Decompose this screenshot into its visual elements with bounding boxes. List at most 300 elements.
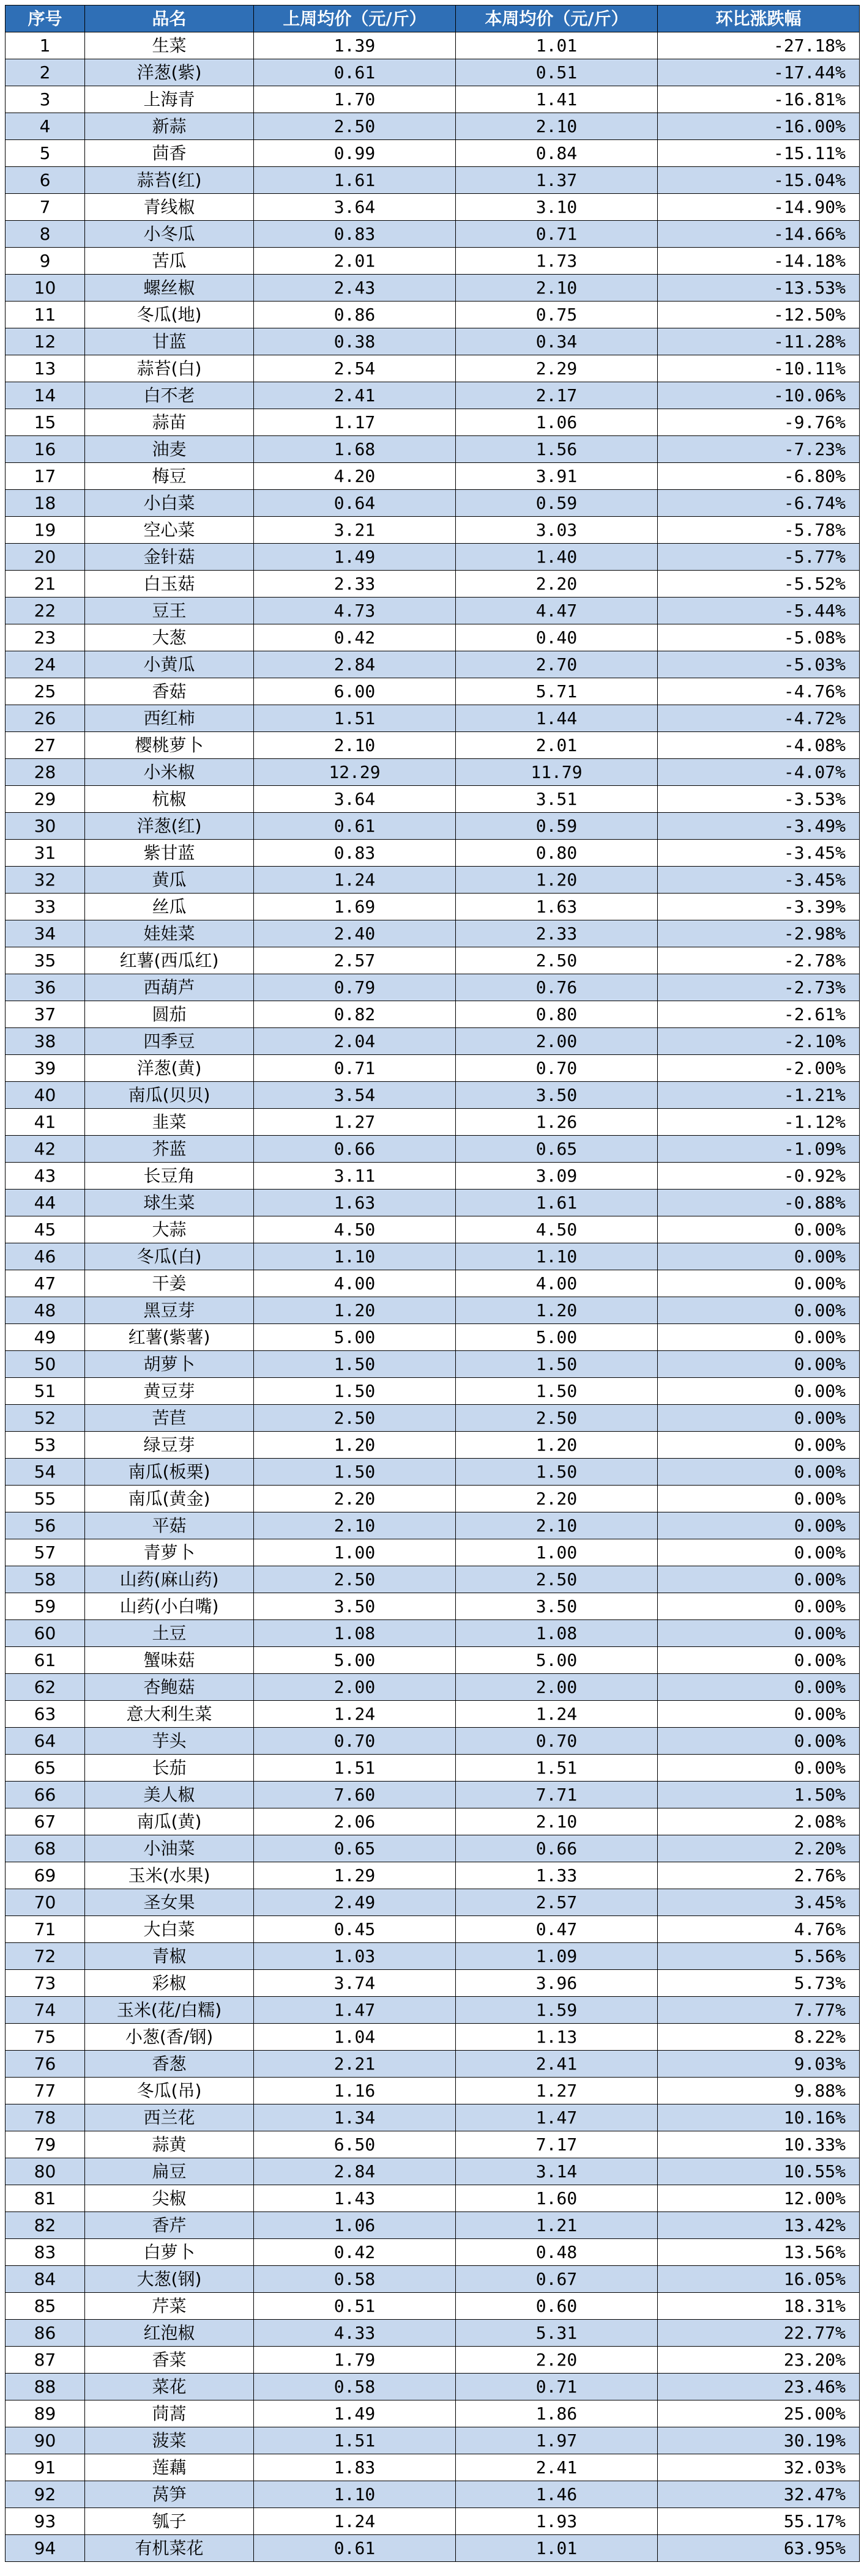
cell-index: 61	[6, 1647, 85, 1674]
table-row	[6, 1055, 860, 1082]
cell-index: 33	[6, 894, 85, 920]
cell-last-week-price: 7.60	[254, 1782, 456, 1808]
cell-name: 梅豆	[85, 463, 254, 490]
cell-last-week-price: 2.33	[254, 571, 456, 598]
cell-this-week-price: 1.08	[456, 1620, 658, 1647]
cell-index: 14	[6, 382, 85, 409]
cell-this-week-price: 0.48	[456, 2239, 658, 2266]
cell-change-rate: -15.04%	[658, 167, 860, 194]
cell-this-week-price: 2.10	[456, 275, 658, 302]
cell-index: 46	[6, 1243, 85, 1270]
cell-name: 芹菜	[85, 2293, 254, 2320]
cell-index: 41	[6, 1109, 85, 1136]
cell-index: 79	[6, 2131, 85, 2158]
table-row	[6, 1701, 860, 1728]
cell-index: 9	[6, 248, 85, 275]
cell-index: 89	[6, 2400, 85, 2427]
cell-this-week-price: 0.84	[456, 140, 658, 167]
cell-change-rate: 5.56%	[658, 1943, 860, 1970]
cell-index: 51	[6, 1378, 85, 1405]
table-row	[6, 1943, 860, 1970]
cell-change-rate: -10.11%	[658, 355, 860, 382]
cell-this-week-price: 3.03	[456, 517, 658, 544]
cell-index: 45	[6, 1216, 85, 1243]
table-row	[6, 409, 860, 436]
cell-change-rate: -16.81%	[658, 86, 860, 113]
cell-change-rate: 32.47%	[658, 2481, 860, 2508]
cell-change-rate: -17.44%	[658, 59, 860, 86]
cell-change-rate: 0.00%	[658, 1378, 860, 1405]
table-row	[6, 705, 860, 732]
table-row	[6, 1378, 860, 1405]
cell-this-week-price: 1.44	[456, 705, 658, 732]
table-row	[6, 463, 860, 490]
cell-name: 球生菜	[85, 1190, 254, 1216]
cell-index: 71	[6, 1916, 85, 1943]
cell-last-week-price: 3.54	[254, 1082, 456, 1109]
cell-this-week-price: 3.14	[456, 2158, 658, 2185]
cell-this-week-price: 5.31	[456, 2320, 658, 2347]
cell-this-week-price: 1.61	[456, 1190, 658, 1216]
table-row	[6, 1566, 860, 1593]
cell-this-week-price: 0.71	[456, 221, 658, 248]
cell-name: 美人椒	[85, 1782, 254, 1808]
table-row	[6, 2158, 860, 2185]
cell-change-rate: 13.56%	[658, 2239, 860, 2266]
cell-this-week-price: 1.59	[456, 1997, 658, 2024]
table-row	[6, 221, 860, 248]
table-row	[6, 2293, 860, 2320]
cell-name: 冬瓜(地)	[85, 302, 254, 328]
table-row	[6, 920, 860, 947]
cell-this-week-price: 1.46	[456, 2481, 658, 2508]
cell-change-rate: -3.49%	[658, 813, 860, 840]
table-row	[6, 1889, 860, 1916]
cell-change-rate: 0.00%	[658, 1755, 860, 1782]
cell-last-week-price: 6.50	[254, 2131, 456, 2158]
cell-last-week-price: 3.74	[254, 1970, 456, 1997]
cell-this-week-price: 1.56	[456, 436, 658, 463]
cell-name: 黄瓜	[85, 867, 254, 894]
cell-last-week-price: 6.00	[254, 678, 456, 705]
header-this-week-price: 本周均价（元/斤）	[456, 6, 658, 32]
cell-last-week-price: 2.43	[254, 275, 456, 302]
cell-name: 金针菇	[85, 544, 254, 571]
vegetable-price-table	[5, 5, 860, 2562]
cell-last-week-price: 2.10	[254, 732, 456, 759]
cell-index: 84	[6, 2266, 85, 2293]
table-row	[6, 1916, 860, 1943]
cell-name: 西红柿	[85, 705, 254, 732]
cell-this-week-price: 0.76	[456, 974, 658, 1001]
table-row	[6, 598, 860, 624]
cell-change-rate: -5.08%	[658, 624, 860, 651]
cell-change-rate: -2.10%	[658, 1028, 860, 1055]
header-change-rate: 环比涨跌幅	[658, 6, 860, 32]
cell-this-week-price: 3.96	[456, 1970, 658, 1997]
cell-this-week-price: 2.01	[456, 732, 658, 759]
table-row	[6, 517, 860, 544]
cell-name: 红薯(西瓜红)	[85, 947, 254, 974]
cell-last-week-price: 1.50	[254, 1351, 456, 1378]
cell-last-week-price: 3.11	[254, 1163, 456, 1190]
cell-index: 17	[6, 463, 85, 490]
table-row	[6, 759, 860, 786]
cell-this-week-price: 2.29	[456, 355, 658, 382]
table-row	[6, 1136, 860, 1163]
table-row	[6, 140, 860, 167]
cell-index: 49	[6, 1324, 85, 1351]
cell-last-week-price: 4.73	[254, 598, 456, 624]
cell-change-rate: -7.23%	[658, 436, 860, 463]
table-row	[6, 2535, 860, 2562]
cell-this-week-price: 1.09	[456, 1943, 658, 1970]
cell-change-rate: -4.08%	[658, 732, 860, 759]
header-name: 品名	[85, 6, 254, 32]
cell-change-rate: -4.72%	[658, 705, 860, 732]
cell-last-week-price: 1.10	[254, 1243, 456, 1270]
cell-name: 玉米(花/白糯)	[85, 1997, 254, 2024]
cell-index: 91	[6, 2454, 85, 2481]
cell-change-rate: 0.00%	[658, 1486, 860, 1512]
cell-last-week-price: 0.99	[254, 140, 456, 167]
table-row	[6, 2104, 860, 2131]
cell-this-week-price: 1.06	[456, 409, 658, 436]
cell-name: 生菜	[85, 32, 254, 59]
table-row	[6, 436, 860, 463]
cell-index: 34	[6, 920, 85, 947]
cell-change-rate: 23.46%	[658, 2374, 860, 2400]
cell-last-week-price: 0.64	[254, 490, 456, 517]
table-row	[6, 1243, 860, 1270]
cell-name: 韭菜	[85, 1109, 254, 1136]
cell-last-week-price: 2.40	[254, 920, 456, 947]
cell-index: 42	[6, 1136, 85, 1163]
cell-name: 白玉菇	[85, 571, 254, 598]
cell-change-rate: 8.22%	[658, 2024, 860, 2051]
cell-this-week-price: 1.50	[456, 1351, 658, 1378]
cell-last-week-price: 1.51	[254, 2427, 456, 2454]
table-row	[6, 2400, 860, 2427]
cell-change-rate: 23.20%	[658, 2347, 860, 2374]
table-row	[6, 2508, 860, 2535]
cell-name: 洋葱(黄)	[85, 1055, 254, 1082]
table-row	[6, 1808, 860, 1835]
cell-index: 30	[6, 813, 85, 840]
cell-last-week-price: 3.50	[254, 1593, 456, 1620]
cell-last-week-price: 1.43	[254, 2185, 456, 2212]
cell-name: 空心菜	[85, 517, 254, 544]
table-row	[6, 1620, 860, 1647]
cell-this-week-price: 1.41	[456, 86, 658, 113]
cell-last-week-price: 1.17	[254, 409, 456, 436]
cell-this-week-price: 1.01	[456, 32, 658, 59]
cell-last-week-price: 1.39	[254, 32, 456, 59]
cell-this-week-price: 1.51	[456, 1755, 658, 1782]
cell-name: 大白菜	[85, 1916, 254, 1943]
cell-name: 螺丝椒	[85, 275, 254, 302]
cell-index: 53	[6, 1432, 85, 1459]
cell-name: 小油菜	[85, 1835, 254, 1862]
cell-this-week-price: 7.71	[456, 1782, 658, 1808]
cell-this-week-price: 1.40	[456, 544, 658, 571]
cell-last-week-price: 0.82	[254, 1001, 456, 1028]
cell-change-rate: -5.44%	[658, 598, 860, 624]
cell-name: 瓠子	[85, 2508, 254, 2535]
cell-change-rate: 0.00%	[658, 1432, 860, 1459]
table-row	[6, 59, 860, 86]
cell-this-week-price: 11.79	[456, 759, 658, 786]
cell-index: 28	[6, 759, 85, 786]
cell-this-week-price: 0.70	[456, 1055, 658, 1082]
cell-change-rate: 0.00%	[658, 1647, 860, 1674]
cell-this-week-price: 0.70	[456, 1728, 658, 1755]
table-row	[6, 571, 860, 598]
cell-name: 蒜苔(红)	[85, 167, 254, 194]
cell-last-week-price: 1.06	[254, 2212, 456, 2239]
cell-last-week-price: 0.70	[254, 1728, 456, 1755]
table-row	[6, 2212, 860, 2239]
cell-name: 豆王	[85, 598, 254, 624]
cell-this-week-price: 0.59	[456, 490, 658, 517]
cell-last-week-price: 0.58	[254, 2374, 456, 2400]
cell-last-week-price: 0.65	[254, 1835, 456, 1862]
cell-last-week-price: 1.20	[254, 1297, 456, 1324]
cell-index: 82	[6, 2212, 85, 2239]
cell-this-week-price: 3.10	[456, 194, 658, 221]
cell-change-rate: 22.77%	[658, 2320, 860, 2347]
cell-this-week-price: 5.00	[456, 1324, 658, 1351]
cell-name: 玉米(水果)	[85, 1862, 254, 1889]
cell-index: 88	[6, 2374, 85, 2400]
table-row	[6, 2454, 860, 2481]
cell-last-week-price: 2.84	[254, 651, 456, 678]
cell-name: 白不老	[85, 382, 254, 409]
cell-name: 紫甘蓝	[85, 840, 254, 867]
cell-last-week-price: 1.00	[254, 1539, 456, 1566]
table-row	[6, 2131, 860, 2158]
cell-this-week-price: 0.47	[456, 1916, 658, 1943]
cell-index: 39	[6, 1055, 85, 1082]
cell-this-week-price: 1.20	[456, 1432, 658, 1459]
cell-change-rate: 10.55%	[658, 2158, 860, 2185]
table-row	[6, 2051, 860, 2078]
cell-last-week-price: 1.27	[254, 1109, 456, 1136]
cell-this-week-price: 4.00	[456, 1270, 658, 1297]
cell-last-week-price: 0.83	[254, 840, 456, 867]
cell-last-week-price: 3.64	[254, 194, 456, 221]
cell-this-week-price: 0.40	[456, 624, 658, 651]
cell-index: 77	[6, 2078, 85, 2104]
table-row	[6, 248, 860, 275]
cell-name: 蒜苔(白)	[85, 355, 254, 382]
cell-index: 18	[6, 490, 85, 517]
cell-index: 3	[6, 86, 85, 113]
table-row	[6, 624, 860, 651]
cell-name: 菜花	[85, 2374, 254, 2400]
cell-change-rate: -3.45%	[658, 867, 860, 894]
table-row	[6, 1593, 860, 1620]
cell-index: 67	[6, 1808, 85, 1835]
cell-name: 油麦	[85, 436, 254, 463]
cell-last-week-price: 0.61	[254, 813, 456, 840]
cell-this-week-price: 2.50	[456, 1566, 658, 1593]
table-row	[6, 813, 860, 840]
table-row	[6, 1297, 860, 1324]
cell-index: 76	[6, 2051, 85, 2078]
cell-index: 12	[6, 328, 85, 355]
cell-name: 蒜黄	[85, 2131, 254, 2158]
cell-this-week-price: 7.17	[456, 2131, 658, 2158]
cell-name: 胡萝卜	[85, 1351, 254, 1378]
cell-change-rate: -16.00%	[658, 113, 860, 140]
cell-last-week-price: 1.51	[254, 705, 456, 732]
cell-change-rate: 0.00%	[658, 1270, 860, 1297]
cell-change-rate: -2.98%	[658, 920, 860, 947]
cell-last-week-price: 1.10	[254, 2481, 456, 2508]
cell-change-rate: -1.09%	[658, 1136, 860, 1163]
cell-last-week-price: 2.10	[254, 1512, 456, 1539]
cell-name: 大葱(钢)	[85, 2266, 254, 2293]
cell-name: 彩椒	[85, 1970, 254, 1997]
cell-name: 香菇	[85, 678, 254, 705]
cell-index: 48	[6, 1297, 85, 1324]
cell-index: 31	[6, 840, 85, 867]
cell-index: 15	[6, 409, 85, 436]
cell-change-rate: -4.76%	[658, 678, 860, 705]
table-row	[6, 1028, 860, 1055]
table-row	[6, 1486, 860, 1512]
cell-last-week-price: 5.00	[254, 1324, 456, 1351]
cell-change-rate: -10.06%	[658, 382, 860, 409]
cell-last-week-price: 1.47	[254, 1997, 456, 2024]
cell-name: 土豆	[85, 1620, 254, 1647]
cell-change-rate: 0.00%	[658, 1620, 860, 1647]
cell-last-week-price: 2.06	[254, 1808, 456, 1835]
cell-last-week-price: 0.83	[254, 221, 456, 248]
cell-this-week-price: 2.20	[456, 571, 658, 598]
cell-last-week-price: 1.63	[254, 1190, 456, 1216]
cell-last-week-price: 1.50	[254, 1378, 456, 1405]
cell-index: 32	[6, 867, 85, 894]
cell-change-rate: -14.66%	[658, 221, 860, 248]
cell-last-week-price: 0.86	[254, 302, 456, 328]
table-body	[6, 32, 860, 2562]
table-row	[6, 2078, 860, 2104]
cell-last-week-price: 1.50	[254, 1459, 456, 1486]
table-row	[6, 1835, 860, 1862]
cell-this-week-price: 2.10	[456, 1808, 658, 1835]
cell-name: 莲藕	[85, 2454, 254, 2481]
cell-index: 1	[6, 32, 85, 59]
cell-change-rate: 55.17%	[658, 2508, 860, 2535]
cell-change-rate: 0.00%	[658, 1593, 860, 1620]
header-index: 序号	[6, 6, 85, 32]
cell-this-week-price: 2.10	[456, 113, 658, 140]
cell-index: 92	[6, 2481, 85, 2508]
cell-change-rate: -6.74%	[658, 490, 860, 517]
table-row	[6, 1647, 860, 1674]
cell-change-rate: 63.95%	[658, 2535, 860, 2562]
table-row	[6, 86, 860, 113]
cell-index: 47	[6, 1270, 85, 1297]
cell-this-week-price: 2.50	[456, 947, 658, 974]
cell-change-rate: 0.00%	[658, 1539, 860, 1566]
cell-name: 意大利生菜	[85, 1701, 254, 1728]
cell-name: 新蒜	[85, 113, 254, 140]
cell-name: 山药(小白嘴)	[85, 1593, 254, 1620]
cell-last-week-price: 0.61	[254, 2535, 456, 2562]
cell-last-week-price: 1.68	[254, 436, 456, 463]
cell-name: 菠菜	[85, 2427, 254, 2454]
cell-last-week-price: 0.66	[254, 1136, 456, 1163]
cell-change-rate: -1.21%	[658, 1082, 860, 1109]
cell-this-week-price: 1.33	[456, 1862, 658, 1889]
table-row	[6, 1190, 860, 1216]
cell-name: 洋葱(紫)	[85, 59, 254, 86]
table-row	[6, 1782, 860, 1808]
cell-name: 尖椒	[85, 2185, 254, 2212]
cell-change-rate: -4.07%	[658, 759, 860, 786]
cell-name: 红泡椒	[85, 2320, 254, 2347]
cell-last-week-price: 1.16	[254, 2078, 456, 2104]
cell-name: 大蒜	[85, 1216, 254, 1243]
cell-change-rate: 0.00%	[658, 1701, 860, 1728]
table-row	[6, 1109, 860, 1136]
table-row	[6, 490, 860, 517]
cell-change-rate: 3.45%	[658, 1889, 860, 1916]
cell-last-week-price: 4.20	[254, 463, 456, 490]
cell-this-week-price: 0.60	[456, 2293, 658, 2320]
table-row	[6, 786, 860, 813]
cell-name: 大葱	[85, 624, 254, 651]
cell-name: 干姜	[85, 1270, 254, 1297]
cell-index: 22	[6, 598, 85, 624]
cell-change-rate: 4.76%	[658, 1916, 860, 1943]
cell-last-week-price: 2.01	[254, 248, 456, 275]
cell-index: 35	[6, 947, 85, 974]
cell-change-rate: 0.00%	[658, 1728, 860, 1755]
cell-change-rate: 0.00%	[658, 1324, 860, 1351]
cell-change-rate: 0.00%	[658, 1216, 860, 1243]
cell-last-week-price: 0.42	[254, 2239, 456, 2266]
cell-last-week-price: 1.20	[254, 1432, 456, 1459]
cell-this-week-price: 1.97	[456, 2427, 658, 2454]
cell-last-week-price: 1.70	[254, 86, 456, 113]
cell-change-rate: 32.03%	[658, 2454, 860, 2481]
cell-change-rate: -2.61%	[658, 1001, 860, 1028]
cell-change-rate: 12.00%	[658, 2185, 860, 2212]
cell-this-week-price: 1.24	[456, 1701, 658, 1728]
cell-this-week-price: 1.10	[456, 1243, 658, 1270]
cell-last-week-price: 1.04	[254, 2024, 456, 2051]
cell-change-rate: -9.76%	[658, 409, 860, 436]
cell-change-rate: 10.16%	[658, 2104, 860, 2131]
table-row	[6, 2266, 860, 2293]
table-row	[6, 355, 860, 382]
cell-index: 93	[6, 2508, 85, 2535]
cell-index: 63	[6, 1701, 85, 1728]
cell-index: 27	[6, 732, 85, 759]
cell-index: 13	[6, 355, 85, 382]
cell-this-week-price: 1.26	[456, 1109, 658, 1136]
cell-last-week-price: 3.64	[254, 786, 456, 813]
cell-last-week-price: 4.33	[254, 2320, 456, 2347]
table-row	[6, 651, 860, 678]
table-row	[6, 328, 860, 355]
table-row	[6, 1997, 860, 2024]
cell-name: 茼蒿	[85, 2400, 254, 2427]
